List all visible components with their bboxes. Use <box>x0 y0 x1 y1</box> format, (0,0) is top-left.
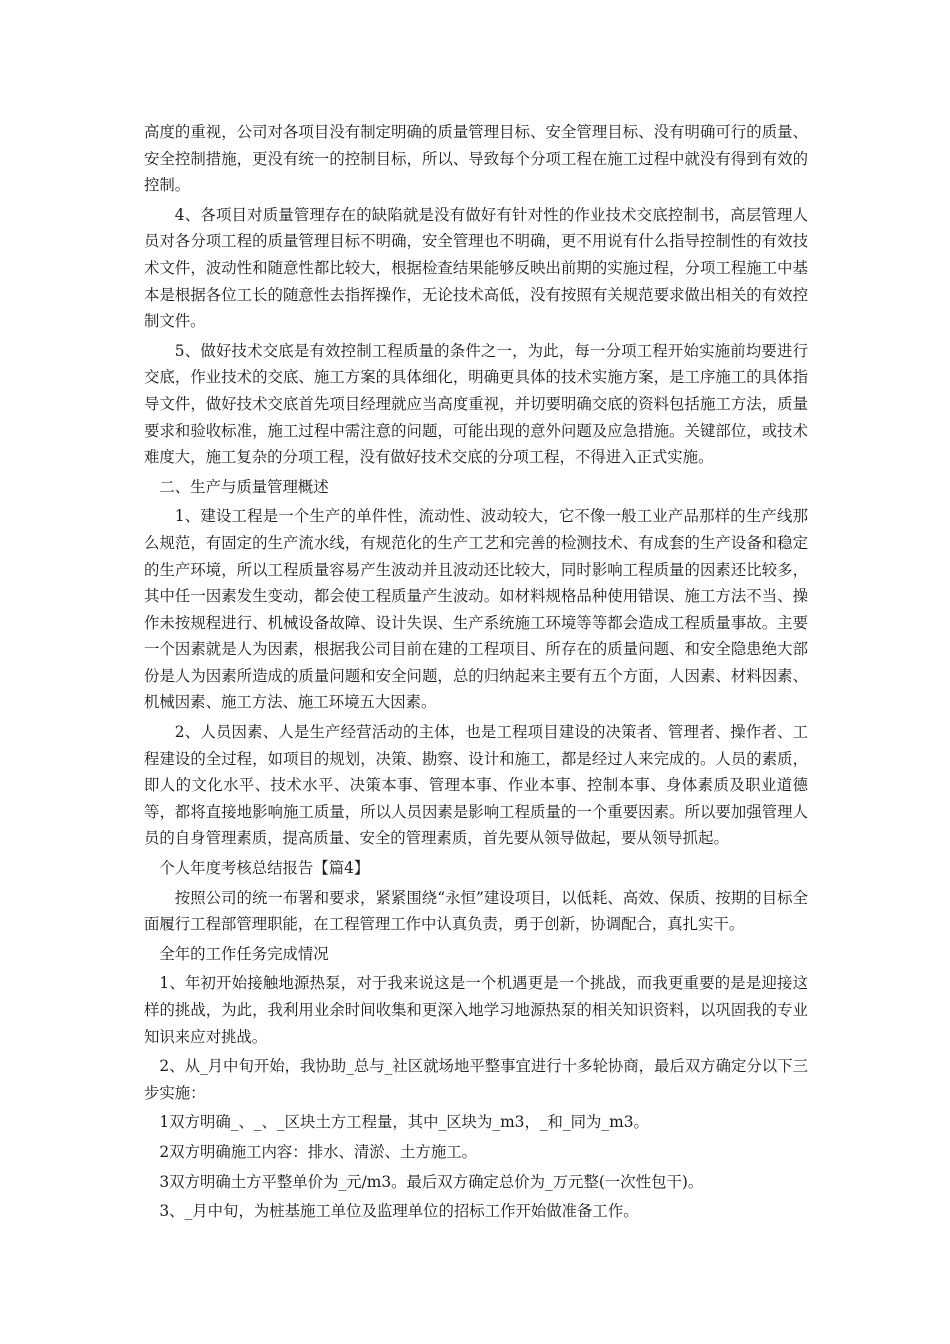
task-item-2: 2、从_月中旬开始，我协助_总与_社区就场地平整事宜进行十多轮协商，最后双方确定分以下三步实施： <box>144 1057 808 1102</box>
task-item-1: 1、年初开始接触地源热泵，对于我来说这是一个机遇更是一个挑战，而我更重要的是是迎接这样的挑战，为此，我利用业余时间收集和更深入地学习地源热泵的相关知识资料，以巩固我的专业知识来应对挑战。 <box>144 974 808 1046</box>
report-title: 个人年度考核总结报告【篇4】 <box>159 859 370 878</box>
section-heading-tasks: 全年的工作任务完成情况 <box>159 944 329 963</box>
paragraph-item-5: 5、做好技术交底是有效控制工程质量的条件之一，为此，每一分项工程开始实施前均要进行交底，作业技术的交底、施工方案的具体细化，明确更具体的技术实施方案，是工序施工的具体指导文件，做好技术交底首先项目经理就应当高度重视，并切要明确交底的资料包括施工方法，质量要求和验收标准，施工过程中需注意的问题，可能出现的意外问题及应急措施。关键部位，或技术难度大，施工复杂的分项工程，没有做好技术交底的分项工程，不得进入正式实施。 <box>144 341 808 467</box>
paragraph-intro: 按照公司的统一布署和要求，紧紧围绕“永恒”建设项目，以低耗、高效、保质、按期的目标全面履行工程部管理职能，在工程管理工作中认真负责，勇于创新，协调配合，真扎实干。 <box>144 888 808 934</box>
sub-item-1: 1双方明确_、_、_区块土方工程量，其中_区块为_m3，_和_同为_m3。 <box>159 1113 649 1132</box>
paragraph-item-4: 4、各项目对质量管理存在的缺陷就是没有做好有针对性的作业技术交底控制书，高层管理人员对各分项工程的质量管理目标不明确，安全管理也不明确，更不用说有什么指导控制性的有效技术文件，波动性和随意性都比较大，根据检查结果能够反映出前期的实施过程，分项工程施工中基本是根据各位工长的随意性去指挥操作，无论技术高低，没有按照有关规范要求做出相关的有效控制文件。 <box>144 205 808 331</box>
paragraph-item-1: 1、建设工程是一个生产的单件性，流动性、波动较大，它不像一般工业产品那样的生产线那么规范，有固定的生产流水线，有规范化的生产工艺和完善的检测技术、有成套的生产设备和稳定的生产环境，所以工程质量容易产生波动并且波动还比较大，同时影响工程质量的因素还比较多，其中任一因素发生变动，都会使工程质量产生波动。如材料规格品种使用错误、施工方法不当、操作未按规程进行、机械设备故障、设计失误、生产系统施工环境等等都会造成工程质量事故。主要一个因素就是人为因素，根据我公司目前在建的工程项目、所存在的质量问题、和安全隐患绝大部份是人为因素所造成的质量问题和安全问题，总的归纳起来主要有五个方面，人因素、材料因素、机械因素、施工方法、施工环境五大因素。 <box>144 507 808 712</box>
paragraph-item-2: 2、人员因素、人是生产经营活动的主体，也是工程项目建设的决策者、管理者、操作者、工程建设的全过程，如项目的规划，决策、勘察、设计和施工，都是经过人来完成的。人员的素质，即人的文化水平、技术水平、决策本事、管理本事、作业本事、控制本事、身体素质及职业道德等，都将直接地影响施工质量，所以人员因素是影响工程质量的一个重要因素。所以要加强管理人员的自身管理素质，提高质量、安全的管理素质，首先要从领导做起，要从领导抓起。 <box>144 723 808 848</box>
sub-item-3: 3双方明确土方平整单价为_元/m3。最后双方确定总价为_万元整(一次性包干)。 <box>159 1172 704 1191</box>
task-item-3: 3、_月中旬，为桩基施工单位及监理单位的招标工作开始做准备工作。 <box>159 1202 639 1221</box>
section-heading-2: 二、生产与质量管理概述 <box>159 477 329 496</box>
paragraph-continuation: 高度的重视，公司对各项目没有制定明确的质量管理目标、安全管理目标、没有明确可行的质量、安全控制措施，更没有统一的控制目标，所以、导致每个分项工程在施工过程中就没有得到有效的控制。 <box>144 123 808 195</box>
document-page <box>144 119 808 1228</box>
sub-item-2: 2双方明确施工内容：排水、清淤、土方施工。 <box>159 1142 477 1161</box>
